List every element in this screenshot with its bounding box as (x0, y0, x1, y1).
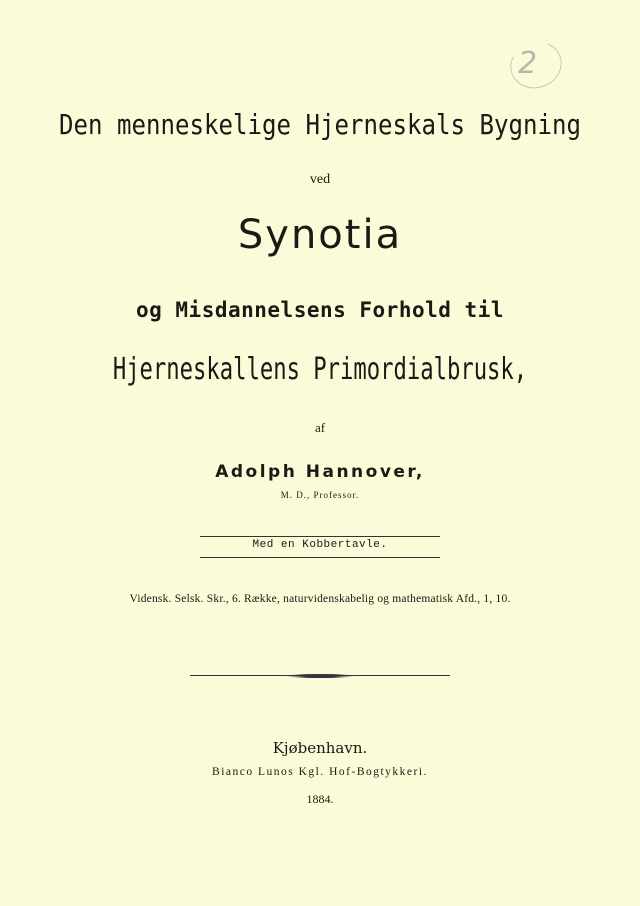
title-subject: Synotia (237, 212, 403, 258)
rule-ornament (285, 674, 355, 678)
publication-place: Kjøbenhavn. (272, 739, 368, 757)
title-main: Den menneskelige Hjerneskals Bygning (59, 108, 581, 141)
connector-af: af (314, 420, 326, 435)
author-name: Adolph Hannover, (215, 462, 425, 482)
connector-ved: ved (309, 172, 331, 187)
plate-note: Med en Kobbertavle. (252, 539, 388, 551)
title-end: Hjerneskallens Primordialbrusk, (112, 352, 528, 387)
pencil-annotation: 2 (518, 46, 538, 81)
ornamental-rule (190, 672, 450, 680)
author-credentials: M. D., Professor. (280, 490, 360, 500)
title-continuation: og Misdannelsens Forhold til (135, 298, 504, 322)
publication-year: 1884. (306, 792, 334, 806)
printer: Bianco Lunos Kgl. Hof-Bogtykkeri. (212, 766, 428, 778)
series-citation: Vidensk. Selsk. Skr., 6. Række, naturvidenskabelig og mathematisk Afd., 1, 10. (129, 593, 511, 605)
